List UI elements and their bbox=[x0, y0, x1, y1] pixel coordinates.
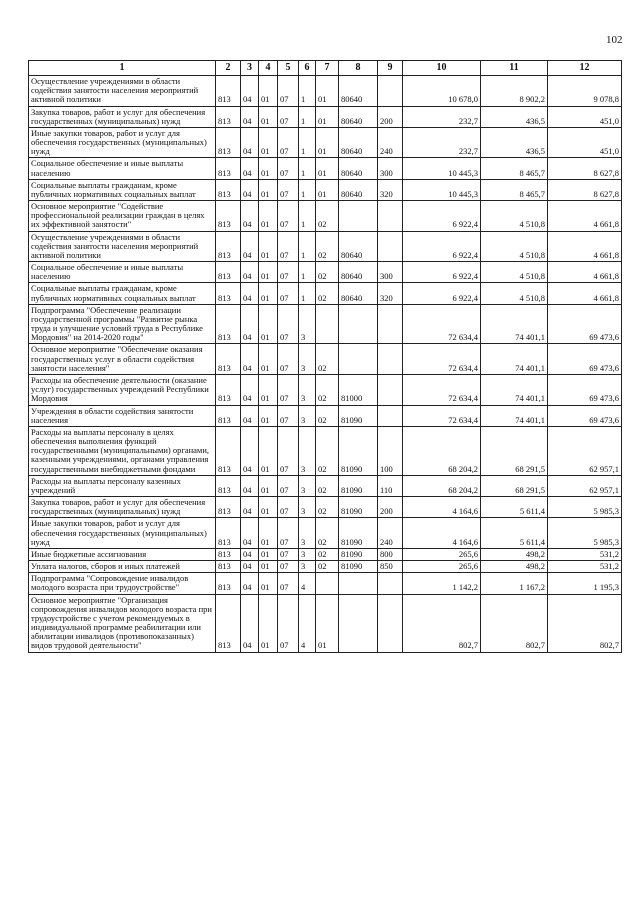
cell-code bbox=[339, 594, 378, 652]
cell-code: 01 bbox=[316, 106, 339, 127]
cell-amount: 62 957,1 bbox=[548, 426, 622, 475]
cell-amount: 10 445,3 bbox=[403, 158, 481, 179]
table-row bbox=[29, 594, 622, 652]
cell-code: 80640 bbox=[339, 158, 378, 179]
cell-code: 07 bbox=[278, 497, 299, 518]
cell-amount: 498,2 bbox=[481, 561, 548, 573]
cell-amount: 4 661,8 bbox=[548, 262, 622, 283]
cell-code: 81090 bbox=[339, 561, 378, 573]
cell-code: 04 bbox=[241, 304, 259, 344]
table-row bbox=[29, 518, 622, 549]
budget-table bbox=[28, 60, 622, 653]
cell-code: 3 bbox=[299, 561, 316, 573]
row-name: Подпрограмма "Обеспечение реализации государственной программы "Развитие рынка труда и улучшение условий труда в Республике Мордовия" на 2014-2020 годы" bbox=[29, 304, 216, 344]
cell-amount: 4 661,8 bbox=[548, 283, 622, 304]
cell-code: 02 bbox=[316, 201, 339, 232]
cell-code: 1 bbox=[299, 127, 316, 158]
cell-code: 01 bbox=[259, 518, 278, 549]
cell-amount: 10 678,0 bbox=[403, 76, 481, 107]
cell-code bbox=[339, 344, 378, 375]
cell-code: 01 bbox=[259, 262, 278, 283]
cell-code: 07 bbox=[278, 283, 299, 304]
cell-code: 04 bbox=[241, 283, 259, 304]
cell-code: 320 bbox=[378, 283, 403, 304]
row-name: Основное мероприятие "Организация сопровождения инвалидов молодого возраста при трудоустройстве с учетом рекомендуемых в индивидуальной программе реабилитации или абилитации инвалидов (противопоказанных) видов трудовой деятельности" bbox=[29, 594, 216, 652]
row-name: Расходы на выплаты персоналу в целях обеспечения выполнения функций государственными (муниципальными) органами, казенными учреждениями, органами управления государственными внебюджетными фондами bbox=[29, 426, 216, 475]
cell-code: 04 bbox=[241, 344, 259, 375]
cell-code: 813 bbox=[216, 76, 241, 107]
cell-code: 01 bbox=[316, 594, 339, 652]
cell-code: 813 bbox=[216, 561, 241, 573]
cell-amount: 69 473,6 bbox=[548, 405, 622, 426]
cell-code: 1 bbox=[299, 201, 316, 232]
cell-code: 02 bbox=[316, 475, 339, 496]
cell-amount: 802,7 bbox=[548, 594, 622, 652]
cell-amount: 69 473,6 bbox=[548, 304, 622, 344]
cell-code: 3 bbox=[299, 374, 316, 405]
cell-amount: 498,2 bbox=[481, 548, 548, 560]
cell-amount: 62 957,1 bbox=[548, 475, 622, 496]
cell-code: 07 bbox=[278, 548, 299, 560]
cell-code: 07 bbox=[278, 344, 299, 375]
cell-code: 01 bbox=[259, 283, 278, 304]
row-name: Социальное обеспечение и иные выплаты населению bbox=[29, 158, 216, 179]
cell-code: 80640 bbox=[339, 262, 378, 283]
cell-code: 81090 bbox=[339, 405, 378, 426]
cell-code: 07 bbox=[278, 231, 299, 262]
cell-code: 80640 bbox=[339, 76, 378, 107]
cell-amount: 436,5 bbox=[481, 106, 548, 127]
cell-code: 80640 bbox=[339, 231, 378, 262]
cell-code bbox=[316, 573, 339, 594]
cell-code: 240 bbox=[378, 518, 403, 549]
cell-amount: 6 922,4 bbox=[403, 201, 481, 232]
cell-code: 07 bbox=[278, 304, 299, 344]
cell-code: 3 bbox=[299, 497, 316, 518]
cell-amount: 451,0 bbox=[548, 127, 622, 158]
cell-code: 01 bbox=[259, 231, 278, 262]
cell-code: 07 bbox=[278, 573, 299, 594]
cell-code: 07 bbox=[278, 475, 299, 496]
cell-amount: 68 291,5 bbox=[481, 475, 548, 496]
cell-code: 02 bbox=[316, 561, 339, 573]
cell-code: 813 bbox=[216, 475, 241, 496]
row-name: Расходы на выплаты персоналу казенных учреждений bbox=[29, 475, 216, 496]
cell-code: 04 bbox=[241, 127, 259, 158]
cell-code: 80640 bbox=[339, 127, 378, 158]
table-row bbox=[29, 76, 622, 107]
cell-code: 01 bbox=[316, 158, 339, 179]
row-name: Иные бюджетные ассигнования bbox=[29, 548, 216, 560]
cell-amount: 74 401,1 bbox=[481, 374, 548, 405]
cell-code: 4 bbox=[299, 573, 316, 594]
cell-code bbox=[378, 594, 403, 652]
cell-code: 850 bbox=[378, 561, 403, 573]
cell-code: 3 bbox=[299, 304, 316, 344]
cell-amount: 1 167,2 bbox=[481, 573, 548, 594]
column-header: 3 bbox=[241, 61, 259, 76]
cell-code: 04 bbox=[241, 106, 259, 127]
cell-code: 813 bbox=[216, 426, 241, 475]
cell-amount: 8 627,8 bbox=[548, 179, 622, 200]
cell-code: 3 bbox=[299, 405, 316, 426]
cell-code: 813 bbox=[216, 573, 241, 594]
cell-code: 813 bbox=[216, 158, 241, 179]
cell-code: 3 bbox=[299, 475, 316, 496]
cell-code: 07 bbox=[278, 405, 299, 426]
row-name: Закупка товаров, работ и услуг для обеспечения государственных (муниципальных) нужд bbox=[29, 497, 216, 518]
table-row bbox=[29, 344, 622, 375]
table-row bbox=[29, 405, 622, 426]
cell-amount: 4 164,6 bbox=[403, 497, 481, 518]
cell-amount: 5 611,4 bbox=[481, 518, 548, 549]
cell-amount: 74 401,1 bbox=[481, 405, 548, 426]
cell-code: 01 bbox=[259, 76, 278, 107]
cell-code: 813 bbox=[216, 201, 241, 232]
cell-code: 07 bbox=[278, 374, 299, 405]
row-name: Социальные выплаты гражданам, кроме публичных нормативных социальных выплат bbox=[29, 179, 216, 200]
cell-code: 01 bbox=[259, 426, 278, 475]
cell-code bbox=[339, 573, 378, 594]
row-name: Социальные выплаты гражданам, кроме публичных нормативных социальных выплат bbox=[29, 283, 216, 304]
cell-code: 813 bbox=[216, 106, 241, 127]
cell-code: 81000 bbox=[339, 374, 378, 405]
cell-code: 02 bbox=[316, 231, 339, 262]
cell-code: 01 bbox=[259, 344, 278, 375]
cell-amount: 265,6 bbox=[403, 561, 481, 573]
table-row bbox=[29, 127, 622, 158]
row-name: Учреждения в области содействия занятости населения bbox=[29, 405, 216, 426]
cell-code: 813 bbox=[216, 231, 241, 262]
cell-code: 813 bbox=[216, 179, 241, 200]
cell-code: 81090 bbox=[339, 497, 378, 518]
row-name: Уплата налогов, сборов и иных платежей bbox=[29, 561, 216, 573]
cell-code: 02 bbox=[316, 283, 339, 304]
cell-code: 240 bbox=[378, 127, 403, 158]
cell-code: 01 bbox=[259, 561, 278, 573]
row-name: Иные закупки товаров, работ и услуг для обеспечения государственных (муниципальных) нужд bbox=[29, 518, 216, 549]
cell-amount: 4 510,8 bbox=[481, 201, 548, 232]
cell-code: 07 bbox=[278, 179, 299, 200]
cell-amount: 72 634,4 bbox=[403, 344, 481, 375]
table-row bbox=[29, 573, 622, 594]
table-body bbox=[29, 76, 622, 653]
cell-code: 04 bbox=[241, 573, 259, 594]
cell-code: 04 bbox=[241, 158, 259, 179]
cell-code: 01 bbox=[259, 548, 278, 560]
table-row bbox=[29, 262, 622, 283]
table-row bbox=[29, 231, 622, 262]
cell-code: 07 bbox=[278, 158, 299, 179]
cell-amount: 8 627,8 bbox=[548, 158, 622, 179]
cell-code: 813 bbox=[216, 127, 241, 158]
row-name: Осуществление учреждениями в области содействия занятости населения мероприятий активной политики bbox=[29, 76, 216, 107]
cell-amount: 531,2 bbox=[548, 561, 622, 573]
cell-code: 02 bbox=[316, 344, 339, 375]
row-name: Расходы на обеспечение деятельности (оказание услуг) государственных учреждений Республики Мордовия bbox=[29, 374, 216, 405]
cell-code: 813 bbox=[216, 548, 241, 560]
cell-code: 01 bbox=[316, 76, 339, 107]
cell-code: 07 bbox=[278, 201, 299, 232]
table-row bbox=[29, 475, 622, 496]
cell-code: 02 bbox=[316, 262, 339, 283]
cell-code: 04 bbox=[241, 201, 259, 232]
table-row bbox=[29, 304, 622, 344]
column-header: 5 bbox=[278, 61, 299, 76]
cell-code: 04 bbox=[241, 426, 259, 475]
cell-code: 813 bbox=[216, 262, 241, 283]
cell-code: 02 bbox=[316, 518, 339, 549]
cell-amount: 451,0 bbox=[548, 106, 622, 127]
cell-code bbox=[339, 201, 378, 232]
cell-code: 1 bbox=[299, 179, 316, 200]
column-header: 12 bbox=[548, 61, 622, 76]
cell-amount: 232,7 bbox=[403, 106, 481, 127]
cell-code: 110 bbox=[378, 475, 403, 496]
cell-amount: 6 922,4 bbox=[403, 262, 481, 283]
cell-code: 07 bbox=[278, 106, 299, 127]
cell-code: 1 bbox=[299, 262, 316, 283]
cell-code: 01 bbox=[259, 594, 278, 652]
cell-amount: 4 661,8 bbox=[548, 201, 622, 232]
cell-amount: 8 902,2 bbox=[481, 76, 548, 107]
cell-amount: 265,6 bbox=[403, 548, 481, 560]
cell-amount: 6 922,4 bbox=[403, 283, 481, 304]
column-header: 9 bbox=[378, 61, 403, 76]
cell-amount: 72 634,4 bbox=[403, 405, 481, 426]
column-header: 6 bbox=[299, 61, 316, 76]
cell-code: 07 bbox=[278, 594, 299, 652]
table-header-row bbox=[29, 61, 622, 76]
column-header: 4 bbox=[259, 61, 278, 76]
table-row bbox=[29, 426, 622, 475]
cell-amount: 802,7 bbox=[481, 594, 548, 652]
cell-code bbox=[378, 201, 403, 232]
cell-amount: 6 922,4 bbox=[403, 231, 481, 262]
cell-code: 300 bbox=[378, 262, 403, 283]
table-row bbox=[29, 548, 622, 560]
cell-code: 02 bbox=[316, 374, 339, 405]
cell-amount: 68 204,2 bbox=[403, 426, 481, 475]
table-row bbox=[29, 158, 622, 179]
cell-code: 04 bbox=[241, 497, 259, 518]
column-header: 7 bbox=[316, 61, 339, 76]
cell-amount: 69 473,6 bbox=[548, 374, 622, 405]
cell-code bbox=[378, 231, 403, 262]
cell-amount: 4 510,8 bbox=[481, 262, 548, 283]
cell-code: 02 bbox=[316, 548, 339, 560]
cell-amount: 232,7 bbox=[403, 127, 481, 158]
cell-code: 100 bbox=[378, 426, 403, 475]
cell-code: 04 bbox=[241, 76, 259, 107]
row-name: Основное мероприятие "Содействие профессиональной реализации граждан в целях их эффективной занятости" bbox=[29, 201, 216, 232]
row-name: Социальное обеспечение и иные выплаты населению bbox=[29, 262, 216, 283]
cell-code: 80640 bbox=[339, 283, 378, 304]
cell-code: 320 bbox=[378, 179, 403, 200]
cell-amount: 10 445,3 bbox=[403, 179, 481, 200]
cell-code: 04 bbox=[241, 231, 259, 262]
cell-code: 81090 bbox=[339, 548, 378, 560]
cell-code: 1 bbox=[299, 76, 316, 107]
cell-code: 813 bbox=[216, 344, 241, 375]
cell-code: 813 bbox=[216, 518, 241, 549]
cell-amount: 69 473,6 bbox=[548, 344, 622, 375]
cell-code: 04 bbox=[241, 561, 259, 573]
cell-code: 02 bbox=[316, 426, 339, 475]
cell-code: 07 bbox=[278, 426, 299, 475]
cell-code: 81090 bbox=[339, 475, 378, 496]
table-row bbox=[29, 201, 622, 232]
cell-code: 1 bbox=[299, 231, 316, 262]
cell-amount: 74 401,1 bbox=[481, 344, 548, 375]
row-name: Осуществление учреждениями в области содействия занятости населения мероприятий активной политики bbox=[29, 231, 216, 262]
column-header: 1 bbox=[29, 61, 216, 76]
cell-code: 813 bbox=[216, 283, 241, 304]
cell-code bbox=[378, 374, 403, 405]
cell-code: 01 bbox=[259, 179, 278, 200]
cell-code: 01 bbox=[259, 201, 278, 232]
cell-code bbox=[378, 304, 403, 344]
cell-amount: 68 204,2 bbox=[403, 475, 481, 496]
cell-amount: 72 634,4 bbox=[403, 374, 481, 405]
cell-amount: 4 510,8 bbox=[481, 231, 548, 262]
row-name: Основное мероприятие "Обеспечение оказания государственных услуг в области содействия занятости населения" bbox=[29, 344, 216, 375]
cell-amount: 8 465,7 bbox=[481, 179, 548, 200]
cell-code: 813 bbox=[216, 304, 241, 344]
cell-amount: 5 611,4 bbox=[481, 497, 548, 518]
table-row bbox=[29, 374, 622, 405]
cell-code: 81090 bbox=[339, 426, 378, 475]
cell-code: 04 bbox=[241, 475, 259, 496]
cell-amount: 4 510,8 bbox=[481, 283, 548, 304]
cell-amount: 802,7 bbox=[403, 594, 481, 652]
row-name: Подпрограмма "Сопровождение инвалидов молодого возраста при трудоустройстве" bbox=[29, 573, 216, 594]
table-row bbox=[29, 106, 622, 127]
page-number: 102 bbox=[606, 34, 623, 46]
cell-code: 800 bbox=[378, 548, 403, 560]
cell-code: 04 bbox=[241, 548, 259, 560]
table-row bbox=[29, 561, 622, 573]
cell-code: 3 bbox=[299, 548, 316, 560]
cell-code bbox=[378, 344, 403, 375]
cell-code bbox=[378, 405, 403, 426]
cell-code: 01 bbox=[259, 106, 278, 127]
cell-amount: 72 634,4 bbox=[403, 304, 481, 344]
cell-code: 1 bbox=[299, 106, 316, 127]
column-header: 10 bbox=[403, 61, 481, 76]
cell-amount: 1 195,3 bbox=[548, 573, 622, 594]
row-name: Иные закупки товаров, работ и услуг для обеспечения государственных (муниципальных) нужд bbox=[29, 127, 216, 158]
cell-amount: 4 661,8 bbox=[548, 231, 622, 262]
cell-code: 01 bbox=[259, 127, 278, 158]
cell-code: 01 bbox=[316, 179, 339, 200]
cell-code: 3 bbox=[299, 344, 316, 375]
cell-code: 01 bbox=[259, 304, 278, 344]
cell-code bbox=[339, 304, 378, 344]
cell-code: 04 bbox=[241, 594, 259, 652]
table-row bbox=[29, 179, 622, 200]
table-row bbox=[29, 497, 622, 518]
cell-code: 813 bbox=[216, 374, 241, 405]
cell-code: 04 bbox=[241, 405, 259, 426]
cell-code: 3 bbox=[299, 518, 316, 549]
cell-code: 01 bbox=[259, 374, 278, 405]
cell-code: 04 bbox=[241, 262, 259, 283]
cell-code: 04 bbox=[241, 518, 259, 549]
cell-amount: 68 291,5 bbox=[481, 426, 548, 475]
cell-amount: 8 465,7 bbox=[481, 158, 548, 179]
column-header: 2 bbox=[216, 61, 241, 76]
cell-code: 04 bbox=[241, 179, 259, 200]
cell-amount: 5 985,3 bbox=[548, 518, 622, 549]
cell-amount: 1 142,2 bbox=[403, 573, 481, 594]
cell-amount: 9 078,8 bbox=[548, 76, 622, 107]
cell-amount: 531,2 bbox=[548, 548, 622, 560]
cell-code: 01 bbox=[259, 405, 278, 426]
cell-code: 01 bbox=[316, 127, 339, 158]
cell-code: 813 bbox=[216, 405, 241, 426]
cell-code: 200 bbox=[378, 497, 403, 518]
cell-code: 02 bbox=[316, 405, 339, 426]
cell-code: 07 bbox=[278, 76, 299, 107]
cell-code: 80640 bbox=[339, 179, 378, 200]
column-header: 11 bbox=[481, 61, 548, 76]
cell-amount: 74 401,1 bbox=[481, 304, 548, 344]
cell-code: 300 bbox=[378, 158, 403, 179]
cell-amount: 436,5 bbox=[481, 127, 548, 158]
cell-code: 81090 bbox=[339, 518, 378, 549]
cell-code: 02 bbox=[316, 497, 339, 518]
cell-code: 07 bbox=[278, 561, 299, 573]
cell-code: 07 bbox=[278, 127, 299, 158]
cell-amount: 4 164,6 bbox=[403, 518, 481, 549]
cell-code: 01 bbox=[259, 158, 278, 179]
cell-code bbox=[316, 304, 339, 344]
cell-code: 1 bbox=[299, 158, 316, 179]
cell-code bbox=[378, 573, 403, 594]
cell-code: 813 bbox=[216, 594, 241, 652]
cell-code bbox=[378, 76, 403, 107]
cell-code: 07 bbox=[278, 262, 299, 283]
cell-code: 04 bbox=[241, 374, 259, 405]
table-row bbox=[29, 283, 622, 304]
cell-code: 1 bbox=[299, 283, 316, 304]
cell-code: 80640 bbox=[339, 106, 378, 127]
cell-code: 01 bbox=[259, 573, 278, 594]
cell-code: 4 bbox=[299, 594, 316, 652]
column-header: 8 bbox=[339, 61, 378, 76]
cell-code: 3 bbox=[299, 426, 316, 475]
cell-amount: 5 985,3 bbox=[548, 497, 622, 518]
cell-code: 01 bbox=[259, 475, 278, 496]
cell-code: 813 bbox=[216, 497, 241, 518]
cell-code: 07 bbox=[278, 518, 299, 549]
row-name: Закупка товаров, работ и услуг для обеспечения государственных (муниципальных) нужд bbox=[29, 106, 216, 127]
cell-code: 01 bbox=[259, 497, 278, 518]
cell-code: 200 bbox=[378, 106, 403, 127]
